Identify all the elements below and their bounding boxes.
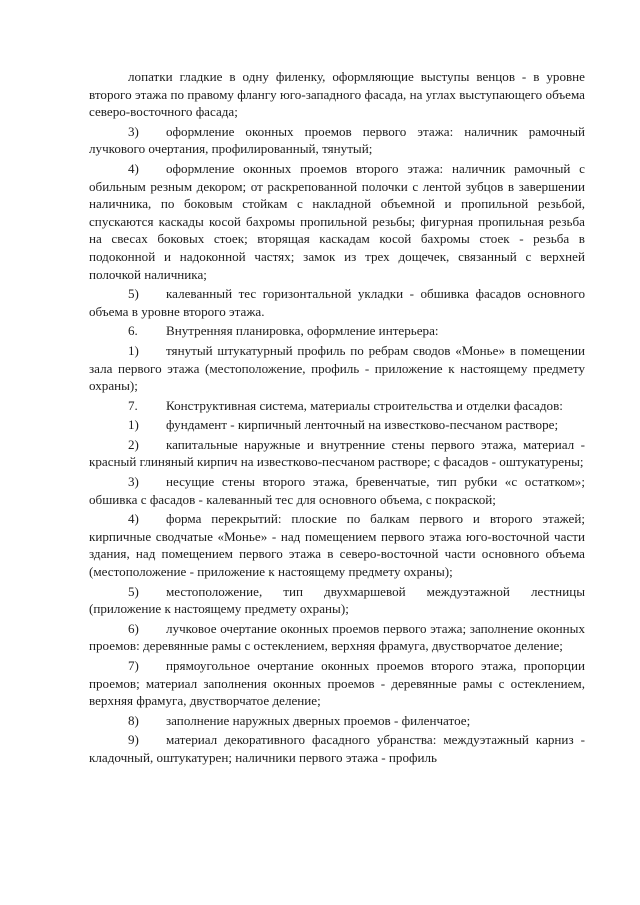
item-number: 4) <box>128 160 139 176</box>
item-number: 1) <box>128 342 139 358</box>
list-item <box>89 436 585 471</box>
item-number: 5) <box>128 583 139 599</box>
paragraph-text: оформление оконных проемов второго этажа: наличник рамочный с обильным резным декором; от раскрепованной полочки с лентой зубцов в завершении наличника, по боковым стойкам с накладной объемной и пропильной резьбой, спускаются каскады косой бахромы пропильной резьбы; фигурная пропильная резьба на свесах боковых стоек; вторящая каскадам косой бахромы стоек - резьба в подоконной и надоконной частях; замок из трех дощечек, связанный с верхней полочкой наличника; <box>89 160 585 282</box>
list-item <box>89 123 585 158</box>
paragraph-text: капитальные наружные и внутренние стены первого этажа, материал - красный глиняный кирпич на известково-песчаном растворе; с фасадов - оштукатурены; <box>89 436 585 470</box>
paragraph-text: несущие стены второго этажа, бревенчатые, тип рубки «с остатком»; обшивка с фасадов - калеванный тес для основного объема, с покраской; <box>89 474 585 507</box>
document-page <box>89 68 585 769</box>
list-item <box>89 712 585 730</box>
paragraph-text: оформление оконных проемов первого этажа: наличник рамочный лучкового очертания, профилированный, тянутый; <box>89 123 585 157</box>
paragraph-text: заполнение наружных дверных проемов - филенчатое; <box>166 712 471 728</box>
section-number: 6. <box>128 323 138 339</box>
section-heading <box>89 397 585 415</box>
paragraph-text: калеванный тес горизонтальной укладки - обшивка фасадов основного объема в уровне второго этажа. <box>89 286 585 319</box>
paragraph-text: прямоугольное очертание оконных проемов второго этажа, пропорции проемов; материал заполнения оконных проемов - деревянные рамы с остеклением, верхняя фрамуга, двустворчатое деление; <box>89 658 585 709</box>
list-item <box>89 583 585 618</box>
paragraph-text: местоположение, тип двухмаршевой междуэтажной лестницы (приложение к настоящему предмету охраны); <box>89 583 585 617</box>
section-title: Внутренняя планировка, оформление интерьера: <box>166 323 439 339</box>
paragraph-text: фундамент - кирпичный ленточный на известково-песчаном растворе; <box>166 417 559 433</box>
list-item <box>89 416 585 434</box>
paragraph-text: лучковое очертание оконных проемов первого этажа; заполнение оконных проемов: деревянные рамы с остеклением, верхняя фрамуга, двустворчатое деление; <box>89 620 585 654</box>
item-number: 5) <box>128 286 139 302</box>
paragraph-continuation <box>89 68 585 121</box>
list-item <box>89 342 585 395</box>
item-number: 8) <box>128 712 139 728</box>
list-item <box>89 160 585 283</box>
list-item <box>89 510 585 580</box>
section-heading <box>89 322 585 340</box>
list-item <box>89 657 585 710</box>
item-number: 1) <box>128 417 139 433</box>
list-item <box>89 731 585 766</box>
item-number: 2) <box>128 436 139 452</box>
item-number: 6) <box>128 620 139 636</box>
section-title: Конструктивная система, материалы строительства и отделки фасадов: <box>166 397 563 413</box>
paragraph-text: материал декоративного фасадного убранства: междуэтажный карниз - кладочный, оштукатурен; наличники первого этажа - профиль <box>89 732 585 765</box>
section-number: 7. <box>128 397 138 413</box>
item-number: 9) <box>128 732 139 748</box>
item-number: 3) <box>128 474 139 490</box>
list-item <box>89 473 585 508</box>
paragraph-text: лопатки гладкие в одну филенку, оформляющие выступы венцов - в уровне второго этажа по правому флангу юго-западного фасада, на углах выступающего объема северо-восточного фасада; <box>89 69 585 120</box>
paragraph-text: тянутый штукатурный профиль по ребрам сводов «Монье» в помещении зала первого этажа (местоположение, профиль - приложение к настоящему предмету охраны); <box>89 342 585 394</box>
item-number: 7) <box>128 658 139 673</box>
list-item <box>89 620 585 655</box>
item-number: 4) <box>128 511 139 527</box>
list-item <box>89 285 585 320</box>
item-number: 3) <box>128 123 139 139</box>
paragraph-text: форма перекрытий: плоские по балкам первого и второго этажей; кирпичные сводчатые «Монье» - над помещением первого этажа юго-восточной части здания, над помещением первого этажа в северо-восточной части основного объема (местоположение - приложение к настоящему предмету охраны); <box>89 511 585 580</box>
